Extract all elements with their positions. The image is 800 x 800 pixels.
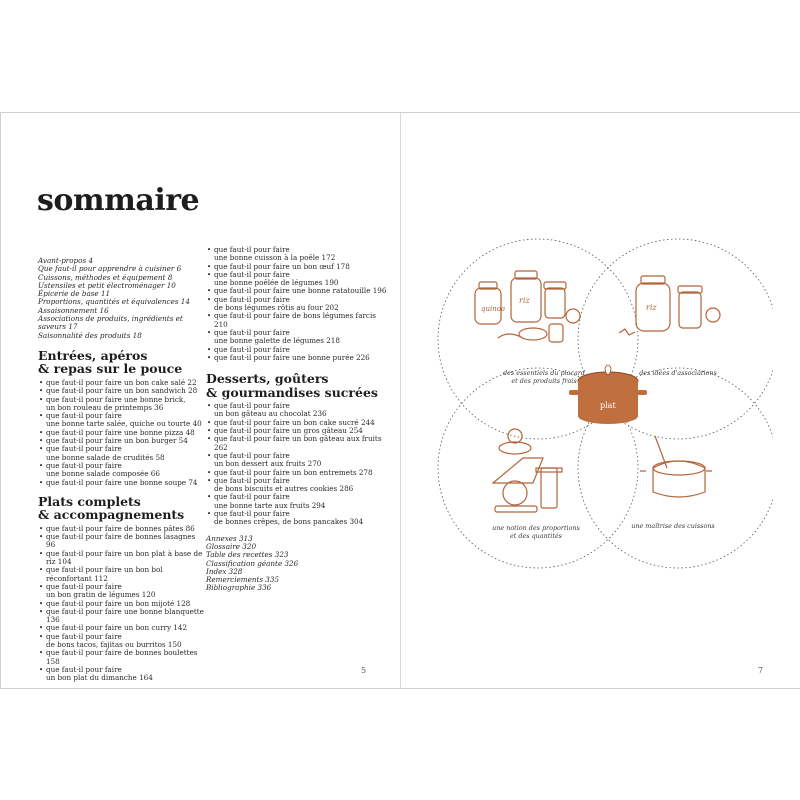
caption-line: des essentiels du placard <box>503 369 585 377</box>
toc-entry[interactable]: • que faut-il pour faire un bon sandwich 28 <box>38 387 204 395</box>
intro-list <box>38 257 204 340</box>
section-list-plats-cont <box>206 246 391 362</box>
caption-pantry <box>494 370 594 385</box>
caption-line: et des produits frais <box>511 376 577 385</box>
toc-entry[interactable]: Avant-propos 4 <box>38 256 94 265</box>
toc-entry[interactable]: • que faut-il pour faire de bons légumes farcis 210 <box>206 312 391 329</box>
heading-line: Plats complets <box>38 493 141 509</box>
toc-entry[interactable]: • que faut-il pour faire de bonnes pâtes 86 <box>38 525 204 533</box>
toc-entry: une bonne galette de légumes 218 <box>214 336 340 346</box>
toc-entry[interactable]: • que faut-il pour faire <box>206 493 391 501</box>
toc-entry[interactable]: • que faut-il pour faire <box>206 510 391 518</box>
toc-entry[interactable]: Proportions, quantités et équivalences 14 <box>38 297 190 307</box>
toc-entry[interactable]: • que faut-il pour faire un bon œuf 178 <box>206 263 391 271</box>
heading-line: & repas sur le pouce <box>38 361 183 377</box>
toc-entry[interactable]: Glossaire 320 <box>206 541 257 551</box>
scale-illustration <box>493 429 562 512</box>
toc-entry[interactable]: Table des recettes 323 <box>206 550 289 560</box>
toc-entry[interactable]: • que faut-il pour faire <box>206 452 391 460</box>
caption-cuissons: une maîtrise des cuissons <box>631 522 715 530</box>
toc-entry[interactable]: • que faut-il pour faire un gros gâteau 254 <box>206 427 391 435</box>
toc-entry[interactable]: • que faut-il pour faire un bon cake salé 22 <box>38 379 204 387</box>
section-heading-plats <box>38 495 204 522</box>
toc-entry[interactable]: • que faut-il pour faire une bonne ratatouille 196 <box>206 287 391 295</box>
pot-label: plat <box>600 401 616 410</box>
page-number: 7 <box>758 666 764 675</box>
toc-entry[interactable]: • que faut-il pour faire de bonnes lasagnes 96 <box>38 533 204 550</box>
section-heading-desserts <box>206 372 391 399</box>
toc-entry[interactable]: Que faut-il pour apprendre à cuisiner 6 <box>38 264 182 274</box>
page-number: 5 <box>361 666 367 675</box>
toc-entry[interactable]: Bibliographie 336 <box>206 583 272 593</box>
toc-entry[interactable]: Ustensiles et petit électroménager 10 <box>38 280 176 290</box>
section-list-plats <box>38 525 204 683</box>
toc-entry: un bon gratin de légumes 120 <box>46 590 156 600</box>
toc-entry[interactable]: • que faut-il pour faire une bonne soupe 74 <box>38 479 204 487</box>
toc-entry[interactable]: Cuissons, méthodes et équipement 8 <box>38 272 173 282</box>
toc-entry[interactable]: • que faut-il pour faire un bon cake sucré 244 <box>206 419 391 427</box>
toc-entry[interactable]: • que faut-il pour faire <box>206 346 391 354</box>
toc-entry: de bons tacos, fajitas ou burritos 150 <box>46 639 182 649</box>
toc-entry: un bon dessert aux fruits 270 <box>214 459 322 469</box>
toc-entry: un bon plat du dimanche 164 <box>46 673 153 683</box>
caption-line: et des quantités <box>510 531 562 540</box>
toc-entry[interactable]: • que faut-il pour faire un bon gâteau aux fruits 262 <box>206 435 391 452</box>
toc-entry[interactable]: Épicerie de base 11 <box>38 289 111 299</box>
toc-entry[interactable]: • que faut-il pour faire <box>38 445 204 453</box>
caption-proportions <box>481 525 591 540</box>
casserole-illustration <box>640 436 712 497</box>
book-spread <box>0 112 800 689</box>
toc-entry[interactable]: • que faut-il pour faire <box>38 412 204 420</box>
toc-entry[interactable]: • que faut-il pour faire <box>38 583 204 591</box>
heading-line: & gourmandises sucrées <box>206 384 378 400</box>
toc-entry[interactable]: • que faut-il pour faire <box>206 329 391 337</box>
toc-entry[interactable]: • que faut-il pour faire une bonne brick, <box>38 396 204 404</box>
toc-entry[interactable]: • que faut-il pour faire <box>38 633 204 641</box>
caption-line: une notion des proportions <box>492 524 580 532</box>
toc-entry[interactable]: • que faut-il pour faire <box>38 666 204 674</box>
toc-entry: de bonnes crêpes, de bons pancakes 304 <box>214 517 364 527</box>
right-page <box>400 113 800 688</box>
toc-entry: une bonne tarte aux fruits 294 <box>214 500 326 510</box>
heading-line: Entrées, apéros <box>38 347 148 363</box>
toc-entry[interactable]: • que faut-il pour faire un bon burger 54 <box>38 437 204 445</box>
toc-entry[interactable]: • que faut-il pour faire un bon plat à base de riz 104 <box>38 550 204 567</box>
toc-entry[interactable]: • que faut-il pour faire un bon curry 142 <box>38 624 204 632</box>
jar-label: riz <box>519 296 530 305</box>
section-list-entrees <box>38 379 204 487</box>
heading-line: Desserts, goûters <box>206 371 329 387</box>
toc-entry[interactable]: • que faut-il pour faire <box>206 296 391 304</box>
appendix-list <box>206 535 391 593</box>
toc-entry[interactable]: • que faut-il pour faire <box>206 402 391 410</box>
toc-entry[interactable]: • que faut-il pour faire de bonnes boulettes 158 <box>38 649 204 666</box>
toc-entry: un bon gâteau au chocolat 236 <box>214 409 327 419</box>
toc-entry[interactable]: Saisonnalité des produits 18 <box>38 330 142 340</box>
caption-associations: des idées d'associations <box>639 369 717 377</box>
associations-jars-illustration <box>619 276 720 335</box>
toc-entry: une bonne poêlée de légumes 190 <box>214 278 339 288</box>
jar-label: quinoa <box>481 305 506 313</box>
toc-column-2 <box>206 246 391 593</box>
toc-entry[interactable]: • que faut-il pour faire un bon mijoté 128 <box>38 600 204 608</box>
toc-entry[interactable]: • que faut-il pour faire une bonne pizza 48 <box>38 429 204 437</box>
left-page <box>0 113 400 688</box>
page-title: sommaire <box>37 183 200 218</box>
toc-entry[interactable]: • que faut-il pour faire <box>206 246 391 254</box>
toc-entry[interactable]: Assaisonnement 16 <box>38 305 109 315</box>
section-list-desserts <box>206 402 391 526</box>
toc-entry[interactable]: • que faut-il pour faire <box>206 271 391 279</box>
toc-entry[interactable]: • que faut-il pour faire un bon bol réconfortant 112 <box>38 566 204 583</box>
toc-entry: de bons biscuits et autres cookies 286 <box>214 484 354 494</box>
toc-entry[interactable]: • que faut-il pour faire une bonne blanquette 136 <box>38 608 204 625</box>
toc-entry[interactable]: • que faut-il pour faire <box>38 462 204 470</box>
toc-entry: de bons légumes rôtis au four 202 <box>214 303 339 313</box>
toc-entry: une bonne salade composée 66 <box>46 469 160 479</box>
section-heading-entrees <box>38 349 204 376</box>
toc-entry[interactable]: Annexes 313 <box>206 533 253 543</box>
toc-entry[interactable]: • que faut-il pour faire une bonne purée 226 <box>206 354 391 362</box>
jar-label: riz <box>646 303 657 312</box>
toc-entry[interactable]: Classification géante 326 <box>206 558 299 568</box>
toc-entry[interactable]: • que faut-il pour faire un bon entremets 278 <box>206 469 391 477</box>
toc-entry[interactable]: Index 328 <box>206 566 243 576</box>
toc-entry: une bonne tarte salée, quiche ou tourte 40 <box>46 419 202 429</box>
toc-entry[interactable]: Remerciements 335 <box>206 575 280 585</box>
toc-entry: une bonne cuisson à la poêle 172 <box>214 253 336 263</box>
heading-line: & accompagnements <box>38 507 185 523</box>
toc-entry: une bonne salade de crudités 58 <box>46 452 165 462</box>
toc-entry: un bon rouleau de printemps 36 <box>46 402 164 412</box>
toc-entry[interactable]: • que faut-il pour faire <box>206 477 391 485</box>
toc-entry[interactable]: Associations de produits, ingrédients et saveurs 17 <box>38 314 183 332</box>
toc-column-1 <box>38 257 204 682</box>
